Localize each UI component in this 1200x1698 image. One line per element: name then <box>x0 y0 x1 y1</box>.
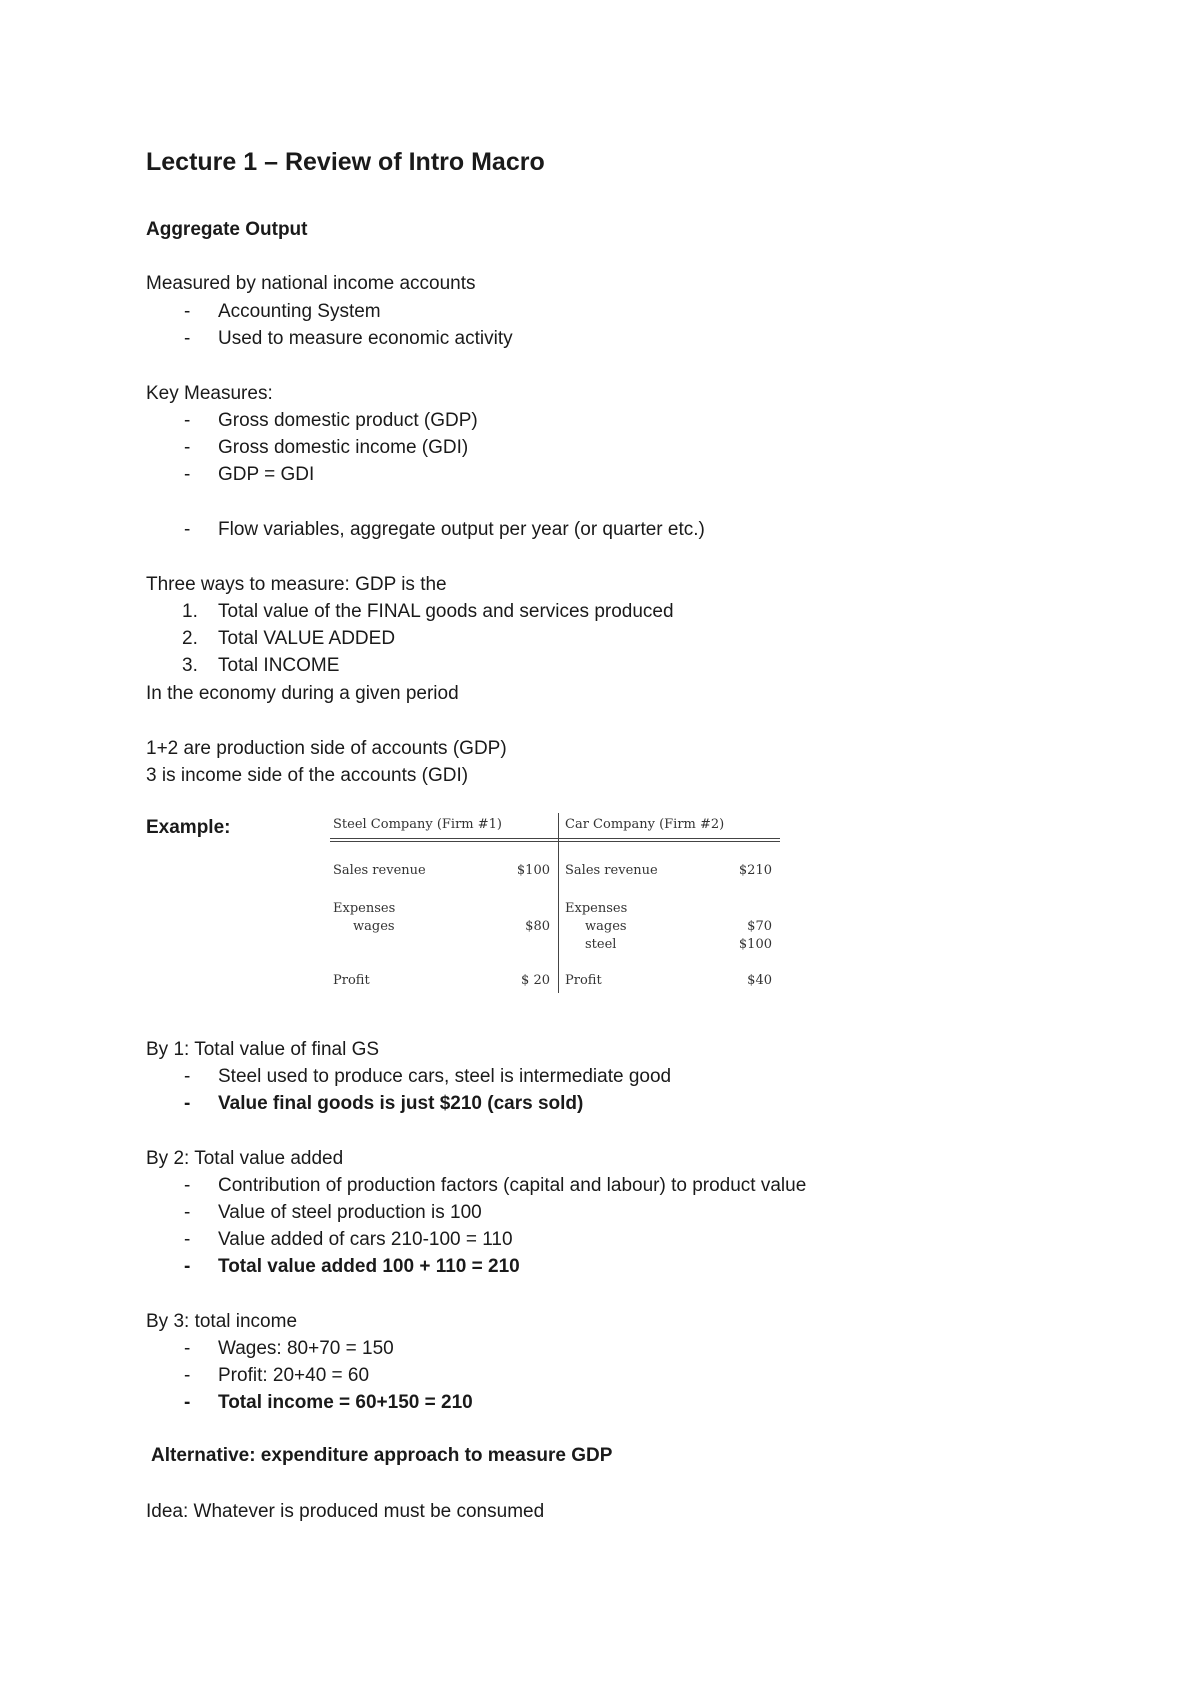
list-number: 1. <box>182 601 198 622</box>
list-item-text: Total value of the FINAL goods and services produced <box>218 601 674 622</box>
steel-company-column <box>330 813 558 993</box>
key-measures-list <box>146 407 478 488</box>
list-item <box>146 1253 806 1280</box>
dash-bullet: - <box>184 1093 191 1114</box>
list-item <box>146 1389 473 1416</box>
list-item-text: Accounting System <box>218 301 381 322</box>
list-item <box>146 1335 473 1362</box>
list-item-text: Total value added 100 + 110 = 210 <box>218 1256 520 1277</box>
list-item <box>146 625 674 652</box>
three-ways-outro: In the economy during a given period <box>146 683 459 704</box>
dash-bullet: - <box>184 464 191 485</box>
dash-bullet: - <box>184 328 191 349</box>
example-table <box>330 813 780 993</box>
list-item-text: Wages: 80+70 = 150 <box>218 1338 394 1359</box>
dash-bullet: - <box>184 1066 191 1087</box>
by1-list <box>146 1063 671 1117</box>
dash-bullet: - <box>184 437 191 458</box>
list-item <box>146 516 705 543</box>
car-sales-value: $210 <box>738 863 772 878</box>
list-item-text: Steel used to produce cars, steel is intermediate good <box>218 1066 672 1087</box>
dash-bullet: - <box>184 410 191 431</box>
dash-bullet: - <box>184 1229 191 1250</box>
list-item <box>146 461 478 488</box>
list-item <box>146 298 513 325</box>
car-company-column <box>559 813 780 993</box>
list-item <box>146 434 478 461</box>
list-item-text: Gross domestic income (GDI) <box>218 437 469 458</box>
list-item <box>146 407 478 434</box>
car-steel-value: $100 <box>738 937 772 952</box>
list-item-text: Used to measure economic activity <box>218 328 513 349</box>
steel-sales-value: $100 <box>516 863 550 878</box>
steel-profit-value: $ 20 <box>521 973 550 988</box>
list-item-text: Total INCOME <box>218 655 340 676</box>
by3-heading: By 3: total income <box>146 1311 298 1332</box>
list-item <box>146 1199 806 1226</box>
by2-heading: By 2: Total value added <box>146 1148 344 1169</box>
alternative-idea: Idea: Whatever is produced must be consumed <box>146 1501 545 1522</box>
steel-expenses-label: Expenses <box>333 901 396 916</box>
car-steel-label: steel <box>585 937 617 952</box>
flow-variables-list <box>146 516 705 543</box>
car-wages-value: $70 <box>747 919 772 934</box>
list-item <box>146 1226 806 1253</box>
list-item-text: Value final goods is just $210 (cars sold) <box>218 1093 584 1114</box>
list-item-text: Total income = 60+150 = 210 <box>218 1392 473 1413</box>
example-label: Example: <box>146 817 231 838</box>
car-sales-label: Sales revenue <box>565 863 658 878</box>
dash-bullet: - <box>184 1175 191 1196</box>
steel-wages-label: wages <box>353 919 395 934</box>
three-ways-list <box>146 598 674 679</box>
list-item <box>146 325 513 352</box>
car-company-header: Car Company (Firm #2) <box>565 817 725 832</box>
list-item-text: Profit: 20+40 = 60 <box>218 1365 370 1386</box>
list-item-text: Value of steel production is 100 <box>218 1202 482 1223</box>
production-side-line: 1+2 are production side of accounts (GDP) <box>146 738 507 759</box>
aggregate-intro: Measured by national income accounts <box>146 273 476 294</box>
key-measures-heading: Key Measures: <box>146 383 273 404</box>
dash-bullet: - <box>184 1256 191 1277</box>
list-item-text: Gross domestic product (GDP) <box>218 410 478 431</box>
section-heading-aggregate: Aggregate Output <box>146 219 308 240</box>
by2-list <box>146 1172 806 1280</box>
steel-company-header: Steel Company (Firm #1) <box>333 817 502 832</box>
car-profit-value: $40 <box>747 973 772 988</box>
list-item <box>146 652 674 679</box>
list-item <box>146 1362 473 1389</box>
list-item-text: Total VALUE ADDED <box>218 628 396 649</box>
by3-list <box>146 1335 473 1416</box>
page-title: Lecture 1 – Review of Intro Macro <box>146 148 545 176</box>
income-side-line: 3 is income side of the accounts (GDI) <box>146 765 469 786</box>
car-profit-label: Profit <box>565 973 602 988</box>
list-number: 2. <box>182 628 198 649</box>
dash-bullet: - <box>184 1392 191 1413</box>
three-ways-intro: Three ways to measure: GDP is the <box>146 574 447 595</box>
car-wages-label: wages <box>585 919 627 934</box>
steel-wages-value: $80 <box>525 919 550 934</box>
aggregate-list <box>146 298 513 352</box>
list-item-text: Contribution of production factors (capital and labour) to product value <box>218 1175 807 1196</box>
list-number: 3. <box>182 655 198 676</box>
dash-bullet: - <box>184 1338 191 1359</box>
steel-profit-label: Profit <box>333 973 370 988</box>
car-expenses-label: Expenses <box>565 901 628 916</box>
list-item-text: GDP = GDI <box>218 464 315 485</box>
dash-bullet: - <box>184 1202 191 1223</box>
dash-bullet: - <box>184 519 191 540</box>
list-item <box>146 1063 671 1090</box>
alternative-heading: Alternative: expenditure approach to measure GDP <box>151 1445 613 1466</box>
steel-sales-label: Sales revenue <box>333 863 426 878</box>
list-item-text: Flow variables, aggregate output per year (or quarter etc.) <box>218 519 705 540</box>
list-item-text: Value added of cars 210-100 = 110 <box>218 1229 513 1250</box>
by1-heading: By 1: Total value of final GS <box>146 1039 380 1060</box>
dash-bullet: - <box>184 301 191 322</box>
list-item <box>146 598 674 625</box>
list-item <box>146 1172 806 1199</box>
list-item <box>146 1090 671 1117</box>
dash-bullet: - <box>184 1365 191 1386</box>
